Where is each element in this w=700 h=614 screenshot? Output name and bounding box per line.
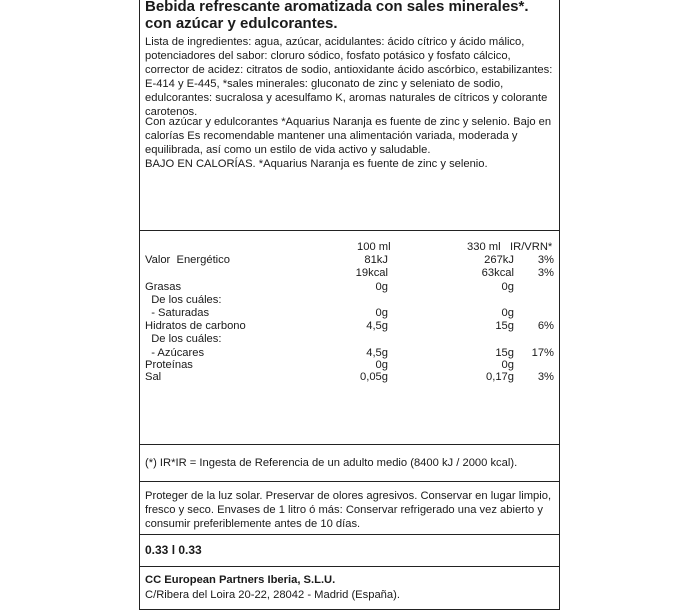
value-330ml: 0g xyxy=(501,281,514,293)
value-100ml: 0g xyxy=(375,359,388,371)
value-330ml: 15g xyxy=(495,347,514,359)
product-title: Bebida refrescante aromatizada con sales minerales*. con azúcar y edulcorantes. xyxy=(145,0,529,32)
value-ir: 3% xyxy=(537,267,554,279)
divider xyxy=(139,444,560,445)
nutrient-label: - Saturadas xyxy=(145,307,210,319)
value-330ml: 0,17g xyxy=(486,371,514,383)
nutrient-label: Sal xyxy=(145,371,162,383)
value-330ml: 0g xyxy=(501,359,514,371)
value-100ml: 81kJ xyxy=(364,254,388,266)
nutrient-label: Valor Energético xyxy=(145,254,230,266)
nutrient-label: De los cuáles: xyxy=(145,333,222,345)
nutrient-label: Proteínas xyxy=(145,359,193,371)
low-calorie-claim: BAJO EN CALORÍAS. *Aquarius Naranja es fuente de zinc y selenio. xyxy=(145,158,488,170)
storage-instructions: Proteger de la luz solar. Preservar de olores agresivos. Conservar en lugar limpio, fresco y seco. Envases de 1 litro ó más: Conservar refrigerado una vez abierto y consumir preferiblemente antes de 10 días. xyxy=(145,490,552,530)
value-100ml: 0g xyxy=(375,307,388,319)
ingredients-list: Lista de ingredientes: agua, azúcar, acidulantes: ácido cítrico y ácido málico, potenciadores del sabor: cloruro sódico, fosfato potásico y fosfato cálcico, corrector de acidez: citratos de sodio, antioxidante ácido ascórbico, estabilizantes: E-414 y E-445, *sales minerales: gluconato de zinc y seleniato de sodio, edulcorantes: sucralosa y acesulfamo K, aromas naturales de cítricos y colorante carotenos. xyxy=(145,36,553,118)
divider xyxy=(139,566,560,567)
value-ir: 3% xyxy=(537,254,554,266)
nutrient-label: Grasas xyxy=(145,281,182,293)
divider xyxy=(139,534,560,535)
divider xyxy=(139,481,560,482)
divider xyxy=(139,230,560,231)
company-name: CC European Partners Iberia, S.L.U. xyxy=(145,574,336,586)
claims-text: Con azúcar y edulcorantes *Aquarius Naranja es fuente de zinc y selenio. Bajo en calorías Es recomendable mantener una alimentación variada, moderada y equilibrada, así como un estilo de vida activo y saludable. xyxy=(145,116,552,156)
value-330ml: 267kJ xyxy=(484,254,514,266)
value-330ml: 0g xyxy=(501,307,514,319)
value-100ml: 19kcal xyxy=(355,267,388,279)
value-ir: 17% xyxy=(531,347,554,359)
nutrient-label: - Azúcares xyxy=(145,347,205,359)
value-330ml: 63kcal xyxy=(481,267,514,279)
header-ir: IR/VRN* xyxy=(510,241,553,253)
value-ir: 6% xyxy=(537,320,554,332)
footnote: (*) IR*IR = Ingesta de Referencia de un adulto medio (8400 kJ / 2000 kcal). xyxy=(145,457,518,469)
nutrient-label: Hidratos de carbono xyxy=(145,320,246,332)
value-ir: 3% xyxy=(537,371,554,383)
header-100ml: 100 ml xyxy=(357,241,391,253)
value-100ml: 0,05g xyxy=(360,371,388,383)
value-100ml: 4,5g xyxy=(366,320,388,332)
value-100ml: 0g xyxy=(375,281,388,293)
nutrient-label: De los cuáles: xyxy=(145,294,222,306)
value-100ml: 4,5g xyxy=(366,347,388,359)
header-330ml: 330 ml xyxy=(467,241,501,253)
volume: 0.33 l 0.33 xyxy=(145,543,202,557)
company-address: C/Ribera del Loira 20-22, 28042 - Madrid (España). xyxy=(145,589,400,601)
value-330ml: 15g xyxy=(495,320,514,332)
